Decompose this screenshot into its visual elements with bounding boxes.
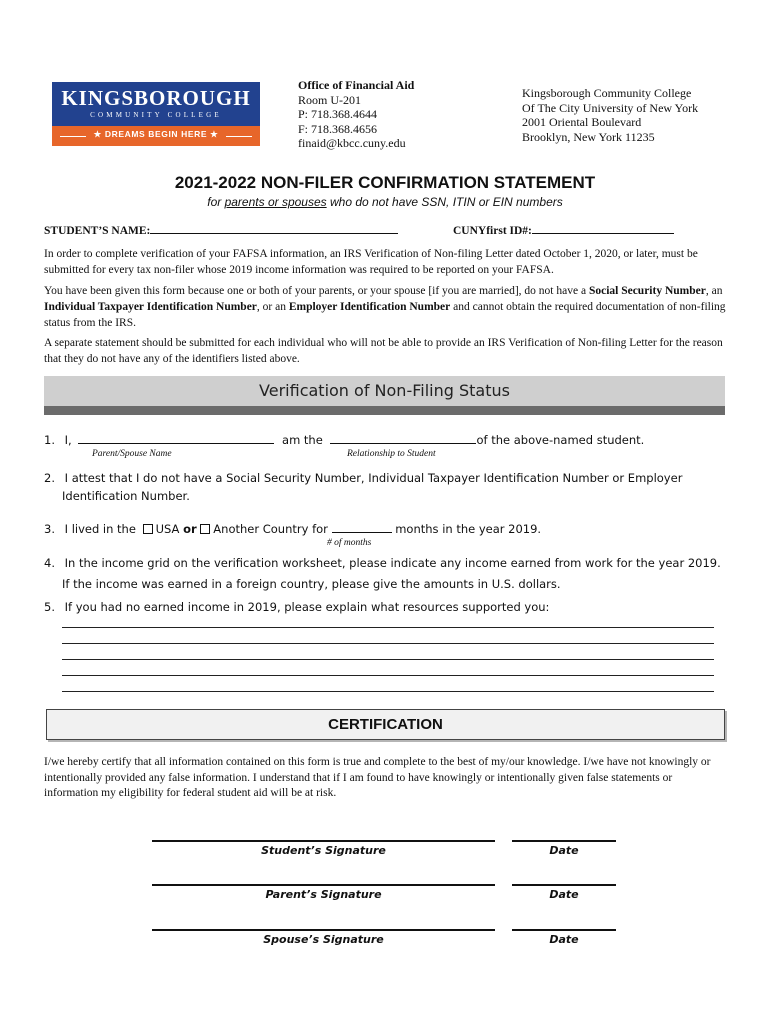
months-input[interactable] [332,521,392,533]
spouse-signature-line[interactable] [152,929,495,931]
college-logo [52,82,260,146]
subtitle-text: who do not have SSN, ITIN or EIN numbers [326,195,563,209]
intro-text: and cannot obtain the required documentation of non-filing status from the IRS. [44,301,726,329]
item-4-continued: If the income was earned in a foreign country, please give the amounts in U.S. dollars. [62,577,561,591]
office-fax: F: 718.368.4656 [298,121,378,136]
address-line: Brooklyn, New York 11235 [522,129,655,144]
student-name-input[interactable] [150,222,398,234]
intro-bold: Social Security Number [588,285,706,297]
explanation-line[interactable] [62,643,714,644]
student-name-field [44,222,398,237]
office-email: finaid@kbcc.cuny.edu [298,136,406,150]
item-number: 2. [44,471,55,485]
intro-paragraph-1: In order to complete verification of your FAFSA information, an IRS Verification of Non-filing Letter dated October 1, 2020, or later, must be submitted for every tax non-filer whose 2019 income information was required to be reported on your FAFSA. [44,248,698,276]
usa-label: USA [155,522,180,536]
parent-spouse-name-input[interactable] [78,432,274,444]
item-text: of the above-named student. [476,433,645,447]
item-text: If you had no earned income in 2019, please explain what resources supported you: [64,600,550,614]
intro-text: You have been given this form because one or both of your parents, or your spouse [if you are married], do not have a [44,285,589,297]
item-number: 5. [44,600,55,614]
certification-header [46,709,725,740]
student-signature-line[interactable] [152,840,495,842]
cunyfirst-id-field [453,222,674,237]
item-text: I lived in the [64,522,136,536]
cunyfirst-label: CUNYfirst ID#: [453,225,532,237]
usa-checkbox[interactable] [143,524,153,534]
office-room: Room U-201 [298,92,361,107]
parent-signature-line[interactable] [152,884,495,886]
intro-paragraph-3: A separate statement should be submitted for each individual who will not be able to provide an IRS Verification of Non-filing Letter for the reason that they do not have any of the identifiers listed above. [44,337,723,365]
parent-spouse-name-caption: Parent/Spouse Name [92,449,172,459]
form-title: 2021-2022 NON-FILER CONFIRMATION STATEMENT [174,173,596,192]
logo-tagline: ★ DREAMS BEGIN HERE ★ [93,129,219,139]
spouse-date-line[interactable] [512,929,616,931]
parent-date-label: Date [549,888,579,901]
item-text: months in the year 2019. [395,522,542,536]
relationship-caption: Relationship to Student [347,449,436,459]
item-2-continued: Identification Number. [62,489,190,503]
student-date-line[interactable] [512,840,616,842]
intro-bold: Individual Taxpayer Identification Number [44,301,257,313]
item-text: In the income grid on the verification worksheet, please indicate any income earned from work for the year 2019. [64,556,721,570]
cunyfirst-input[interactable] [532,222,674,234]
intro-paragraph-2 [44,283,726,331]
item-2 [44,471,682,485]
student-signature-label: Student’s Signature [261,844,386,857]
certification-heading: CERTIFICATION [328,716,443,733]
item-text: am the [282,433,323,447]
logo-name: KINGSBOROUGH [61,86,251,110]
explanation-line[interactable] [62,675,714,676]
verification-header [44,376,725,406]
item-4 [44,556,721,570]
intro-bold: Employer Identification Number [288,301,451,313]
item-5 [44,600,549,614]
item-text: I attest that I do not have a Social Security Number, Individual Taxpayer Identification Number or Employer [64,471,683,485]
another-country-label: Another Country for [213,522,328,536]
intro-text: , an [705,285,723,297]
relationship-input[interactable] [330,432,476,444]
item-number: 4. [44,556,55,570]
spouse-date-label: Date [549,933,579,946]
verification-heading: Verification of Non-Filing Status [259,381,510,400]
logo-subname: COMMUNITY COLLEGE [90,111,222,119]
address-line: Kingsborough Community College [522,86,692,100]
address-line: 2001 Oriental Boulevard [522,115,642,129]
form-subtitle [0,195,770,209]
address-line: Of The City University of New York [522,100,699,115]
parent-date-line[interactable] [512,884,616,886]
months-caption: # of months [327,538,372,548]
subtitle-text: for [207,195,225,209]
header-divider [44,406,725,415]
item-text: I, [64,433,72,447]
intro-text: , or an [256,301,289,313]
explanation-line[interactable] [62,691,714,692]
item-number: 3. [44,522,55,536]
college-address [522,86,698,144]
office-phone: P: 718.368.4644 [298,107,378,121]
another-country-checkbox[interactable] [200,524,210,534]
item-1 [44,432,644,447]
spouse-signature-label: Spouse’s Signature [263,933,384,946]
office-info [298,78,414,151]
explanation-line[interactable] [62,627,714,628]
parent-signature-label: Parent’s Signature [265,888,382,901]
office-name: Office of Financial Aid [298,78,415,92]
certification-text: I/we hereby certify that all information contained on this form is true and complete to the best of my/our knowledge. I/we have not knowingly or intentionally provided any false information. I understand that if I am found to have knowingly or intentionally given false statements or information my eligibility for federal student aid will be at risk. [44,756,711,799]
explanation-line[interactable] [62,659,714,660]
item-number: 1. [44,433,55,447]
item-3 [44,521,541,536]
student-date-label: Date [549,844,579,857]
or-text: or [183,522,197,536]
subtitle-underlined: parents or spouses [224,195,327,209]
student-name-label: STUDENT’S NAME: [44,225,151,237]
